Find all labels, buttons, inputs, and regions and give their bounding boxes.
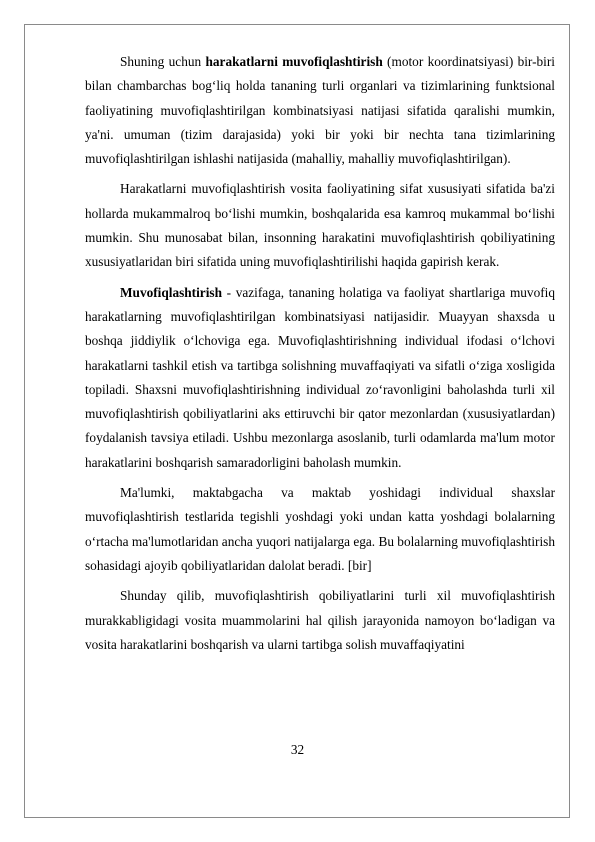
paragraph-1-bold-term: harakatlarni muvofiqlashtirish — [205, 54, 383, 69]
paragraph-4-text: Ma'lumki, maktabgacha va maktab yoshidagi individual shaxslar muvofiqlashtirish testlarida tegishli yoshdagi yoki undan katta yoshdagi bolalarning o‘rtacha ma'lumotlaridan ancha yuqori natijalarga ega. Bu bolalarning muvofiqlashtirish sohasidagi ajoyib qobiliyatlaridan dalolat beradi. [bir] — [85, 485, 555, 573]
paragraph-5 — [85, 584, 555, 657]
paragraph-5-text: Shunday qilib, muvofiqlashtirish qobiliyatlarini turli xil muvofiqlashtirish murakkabligidagi vosita muammolarini hal qilish jarayonida namoyon bo‘ladigan va vosita harakatlarini boshqarish va ularni tartibga solish muvaffaqiyatini — [85, 588, 555, 652]
paragraph-1-prefix: Shuning uchun — [120, 54, 206, 69]
paragraph-1-text: (motor koordinatsiyasi) bir-biri bilan chambarchas bog‘liq holda tananing turli organlari va tizimlarining funktsional faoliyatining muvofiqlashtirilgan kombinatsiyasi natijasi sifatida qaralishi mumkin, ya'ni. umuman (tizim darajasida) yoki bir yoki bir nechta tana tizimlarining muvofiqlashtirilgan ishlashi natijasida (mahalliy, mahalliy muvofiqlashtirilgan). — [85, 54, 555, 167]
paragraph-3-bold-term: Muvofiqlashtirish — [120, 284, 222, 300]
paragraph-3 — [85, 281, 555, 475]
page-number: 32 — [290, 742, 305, 757]
paragraph-1 — [85, 50, 555, 171]
paragraph-2-text: Harakatlarni muvofiqlashtirish vosita faoliyatining sifat xususiyati sifatida ba'zi hollarda mukammalroq bo‘lishi mumkin, boshqalarida esa kamroq mukammal bo‘lishi mumkin. Shu munosabat bilan, insonning harakatini muvofiqlashtirish qobiliyatining xususiyatlaridan biri sifatida uning muvofiqlashtirilishi haqida gapirish kerak. — [85, 181, 555, 270]
paragraph-4 — [85, 481, 555, 578]
document-body — [85, 50, 555, 663]
paragraph-3-text: - vazifaga, tananing holatiga va faoliyat shartlariga muvofiq harakatlarning muvofiqlashtirilgan kombinatsiyasi natijasidir. Muayyan shaxsda u boshqa jiddiylik o‘lchoviga ega. Muvofiqlashtirishning individual ifodasi o‘lchovi harakatlarni tashkil etish va tartibga solishning muvaffaqiyati va sifatli o‘ziga xosligida topiladi. Shaxsni muvofiqlashtirishning individual zo‘ravonligini baholashda turli xil muvofiqlashtirish qobiliyatlarini aks ettiruvchi bir qator mezonlardan (xususiyatlardan) foydalanish tavsiya etiladi. Ushbu mezonlarga asoslanib, turli odamlarda ma'lum motor harakatlarini boshqarish samaradorligini baholash mumkin. — [85, 284, 555, 470]
paragraph-2 — [85, 177, 555, 274]
